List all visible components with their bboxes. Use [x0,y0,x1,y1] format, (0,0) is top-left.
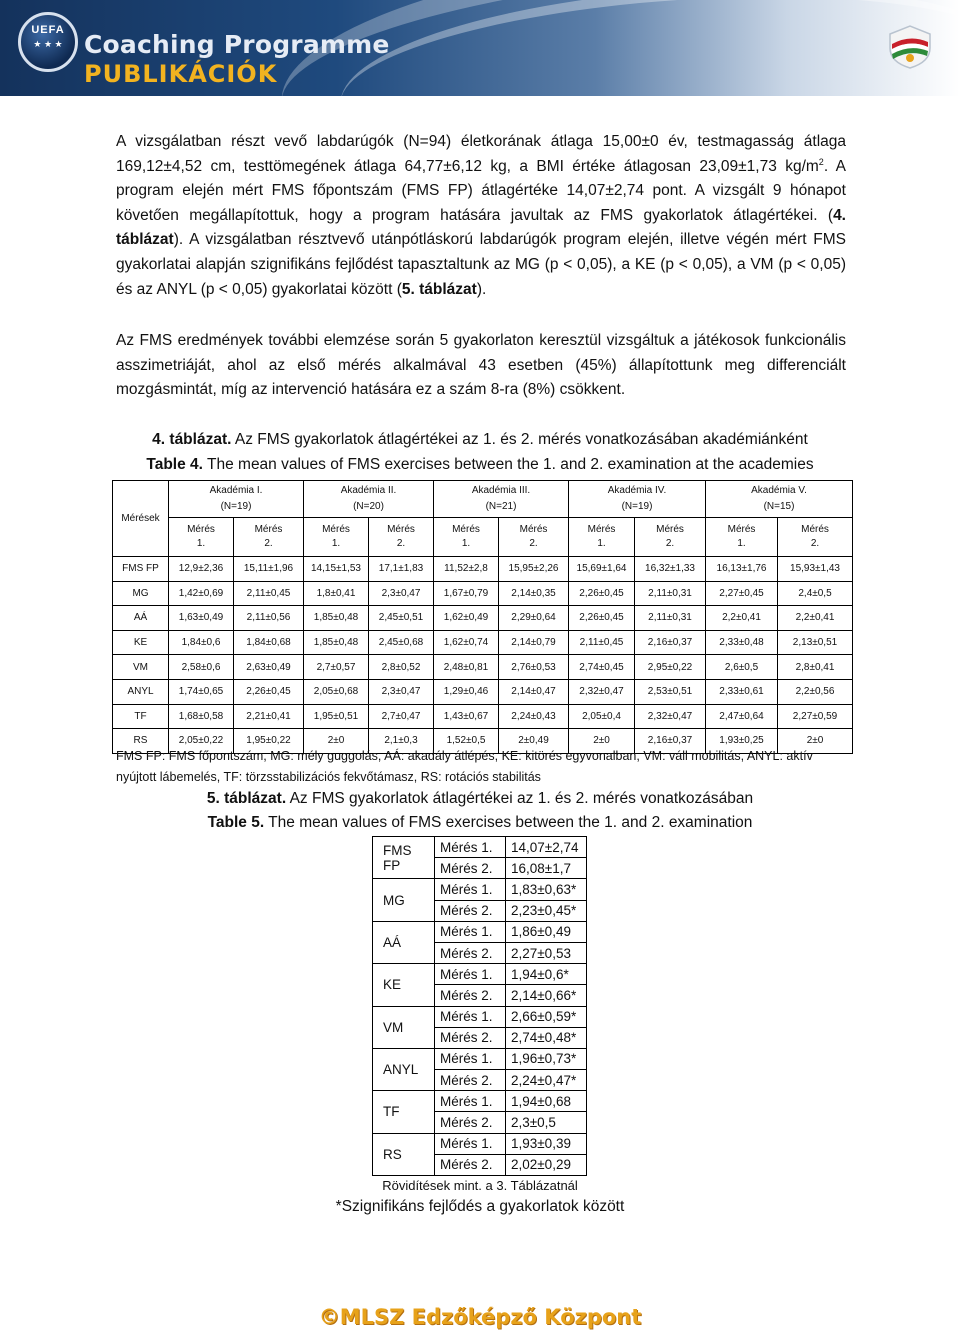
table4-measure-header [569,518,635,557]
table4-cell: 2,7±0,47 [369,704,434,729]
table4-cell: 2,2±0,41 [706,606,778,631]
table4-cell: 2,05±0,68 [304,679,369,704]
footer-copyright: ©MLSZ Edzőképző Központ [318,1305,642,1329]
table4-cell: 14,15±1,53 [304,557,369,582]
academy-n: (N=19) [220,501,252,512]
measure-number: 1. [196,538,206,549]
measure-word: Mérés [387,524,415,535]
table4-measure-header-row [113,518,853,557]
hungarian-emblem-icon [884,20,936,72]
academy-name: Akadémia II. [340,485,397,496]
table4-cell: 2,14±0,35 [499,581,569,606]
table4-measure-header [304,518,369,557]
table4-measure-header [169,518,234,557]
measure-number: 2. [396,538,406,549]
table-reference: 4. táblázat [116,206,846,249]
table4-cell: 1,85±0,48 [304,630,369,655]
significance-note: *Szignifikáns fejlődés a gyakorlatok között [335,1198,625,1215]
table5-value: 1,94±0,68 [506,1091,587,1112]
table-reference: 5. táblázat [401,280,477,298]
table4-cell: 2,16±0,37 [635,630,706,655]
table5-value: 2,14±0,66* [506,985,587,1006]
table5-exercise-label: KE [373,964,435,1006]
measure-number: 1. [461,538,471,549]
measure-number: 1. [737,538,746,549]
table4-row-label: AÁ [113,606,169,631]
table5-measure: Mérés 1. [435,1133,506,1154]
table4-cell: 2,26±0,45 [234,679,304,704]
table4-cell: 2,33±0,61 [706,679,778,704]
table4-cell: 1,95±0,51 [304,704,369,729]
academy-name: Akadémia IV. [607,485,667,496]
table4-cell: 1,62±0,49 [434,606,499,631]
table4-cell: 2±0 [778,729,853,754]
table4-cell: 2,13±0,51 [778,630,853,655]
table5-measure: Mérés 2. [435,858,506,879]
table4-row [113,557,853,582]
table4-cell: 2,05±0,4 [569,704,635,729]
measure-number: 1. [597,538,606,549]
table4-cell: 2,21±0,41 [234,704,304,729]
measure-word: Mérés [727,524,756,535]
table4-cell: 2,74±0,45 [569,655,635,680]
table4-cell: 1,52±0,5 [434,729,499,754]
table4-cell: 2,8±0,52 [369,655,434,680]
table4-cell: 16,32±1,33 [635,557,706,582]
table4-cell: 15,11±1,96 [234,557,304,582]
table5-measure: Mérés 1. [435,1091,506,1112]
table4-academy-header [434,481,569,518]
academy-name: Akadémia III. [471,485,531,496]
table4-row [113,704,853,729]
table4-measure-header [234,518,304,557]
table4-cell: 2,24±0,43 [499,704,569,729]
table5-measure: Mérés 2. [435,1112,506,1133]
body-paragraph-2: Az FMS eredmények további elemzése során 5 gyakorlaton keresztül vizsgáltuk a játékosok funkcionális asszimetriáját, ahol az első mérés alkalmával 43 esetben (45%) állapítottunk meg differenciált mozgásmintát, míg az intervenció hatására ez a szám 8-ra (8%) csökkent. [116,332,846,399]
paragraph-text: . A program elején mért FMS főpontszám (FMS FP) átlagértéke 14,07±2,74 pont. A vizsgált 9 hónapot követően megállapítottuk, hogy a program hatására javultak az FMS gyakorlatok átlagértékei. ( [116,157,846,224]
table5-note: Rövidítések mint. a 3. Táblázatnál [382,1178,578,1193]
table4-cell: 2,4±0,5 [778,581,853,606]
table4-cell: 17,1±1,83 [369,557,434,582]
table4-caption-en [0,453,960,477]
table5-measure: Mérés 1. [435,879,506,900]
table4-cell: 2,27±0,45 [706,581,778,606]
table4-cell: 2,3±0,47 [369,581,434,606]
table4-cell: 2,58±0,6 [169,655,234,680]
table4-academy-header [706,481,853,518]
measure-number: 2. [810,538,820,549]
table4-cell: 2,76±0,53 [499,655,569,680]
table5-caption-hu [0,787,960,811]
table4-cell: 2±0 [569,729,635,754]
table4-cell: 2±0,49 [499,729,569,754]
table4-cell: 1,67±0,79 [434,581,499,606]
caption-label: Table 5. [207,814,265,831]
table5-row [373,1133,587,1154]
table5-value: 16,08±1,7 [506,858,587,879]
measure-word: Mérés [656,524,684,535]
table5-measure: Mérés 2. [435,942,506,963]
table4-footnote: FMS FP: FMS főpontszám, MG: mély guggolás, AÁ: akadály átlépés, KE: kitörés egyvonalban, VM: váll mobilitás, ANYL: aktív nyújtott lábemelés, TF: törzsstabilizációs fekvőtámasz, RS: rotációs stabilitás [116,749,813,784]
table4-cell: 2,05±0,22 [169,729,234,754]
table4-cell: 15,95±2,26 [499,557,569,582]
caption-label: 5. táblázat. [206,790,287,807]
uefa-logo [18,12,78,72]
table4-cell: 1,84±0,68 [234,630,304,655]
table4-cell: 2,7±0,57 [304,655,369,680]
table4-cell: 1,63±0,49 [169,606,234,631]
table4-cell: 2,16±0,37 [635,729,706,754]
table5-measure: Mérés 1. [435,1006,506,1027]
table5-value: 14,07±2,74 [506,837,587,858]
table4-academy-header [569,481,706,518]
academy-n: (N=19) [621,501,653,512]
table4-academy-header [304,481,434,518]
table5-value: 1,83±0,63* [506,879,587,900]
table4 [112,480,853,754]
table5-caption-en [0,811,960,835]
table5-value: 2,3±0,5 [506,1112,587,1133]
table4-cell: 2,32±0,47 [569,679,635,704]
table4-cell: 15,69±1,64 [569,557,635,582]
table4-cell: 11,52±2,8 [434,557,499,582]
table4-cell: 1,8±0,41 [304,581,369,606]
table4-row [113,581,853,606]
measure-word: Mérés [452,524,480,535]
table4-cell: 2,27±0,59 [778,704,853,729]
table4-cell: 1,95±0,22 [234,729,304,754]
table5-value: 2,24±0,47* [506,1070,587,1091]
table4-row [113,630,853,655]
measure-word: Mérés [322,524,350,535]
table4-cell: 2,2±0,56 [778,679,853,704]
table4-cell: 2,2±0,41 [778,606,853,631]
table5-value: 1,93±0,39 [506,1133,587,1154]
body-paragraph-1 [116,130,846,302]
table5-exercise-label: AÁ [373,921,435,963]
table4-cell: 1,29±0,46 [434,679,499,704]
table4-cell: 2,8±0,41 [778,655,853,680]
table4-row-label: RS [113,729,169,754]
table5-measure: Mérés 2. [435,900,506,921]
table4-measure-header [369,518,434,557]
table5-value: 1,96±0,73* [506,1048,587,1069]
table5-measure: Mérés 1. [435,921,506,942]
measure-number: 2. [665,538,675,549]
table5-measure: Mérés 1. [435,1048,506,1069]
table5-value: 2,27±0,53 [506,942,587,963]
table5-value: 2,23±0,45* [506,900,587,921]
table4-cell: 2,32±0,47 [635,704,706,729]
table4-cell: 2,14±0,79 [499,630,569,655]
table5-measure: Mérés 2. [435,985,506,1006]
table4-row-label: MG [113,581,169,606]
table4-row-label: TF [113,704,169,729]
table5-row [373,964,587,985]
table5-exercise-label: MG [373,879,435,921]
table5-measure: Mérés 2. [435,1070,506,1091]
measure-number: 2. [264,538,273,549]
table5-value: 2,02±0,29 [506,1154,587,1175]
table5-exercise-label: FMS FP [373,837,435,879]
table5-row [373,837,587,858]
table4-cell: 2,95±0,22 [635,655,706,680]
academy-name: Akadémia I. [209,485,263,496]
table4-cell: 2,45±0,68 [369,630,434,655]
table5-exercise-label: ANYL [373,1048,435,1090]
table4-cell: 2,53±0,51 [635,679,706,704]
caption-text: Az FMS gyakorlatok átlagértékei az 1. és 2. mérés vonatkozásában [286,790,754,807]
table4-measure-header [706,518,778,557]
caption-text: The mean values of FMS exercises between the 1. and 2. examination at the academies [202,456,814,473]
table5-measure: Mérés 1. [435,837,506,858]
table4-academy-header-row [113,481,853,518]
table4-cell: 2,11±0,31 [635,581,706,606]
table4-cell: 15,93±1,43 [778,557,853,582]
table4-cell: 1,68±0,58 [169,704,234,729]
table4-cell: 2,29±0,64 [499,606,569,631]
table4-cell: 1,74±0,65 [169,679,234,704]
table5-row [373,879,587,900]
table5-exercise-label: VM [373,1006,435,1048]
table5-row [373,1091,587,1112]
table4-cell: 2,3±0,47 [369,679,434,704]
paragraph-text: ). [476,280,487,298]
table5-value: 2,66±0,59* [506,1006,587,1027]
table5-row [373,1048,587,1069]
table4-measure-header [635,518,706,557]
table4-row [113,606,853,631]
table4-cell: 2,63±0,49 [234,655,304,680]
publications-title: PUBLIKÁCIÓK [84,60,278,88]
academy-name: Akadémia V. [751,485,807,496]
measure-number: 1. [331,538,341,549]
table5-value: 2,74±0,48* [506,1027,587,1048]
measure-word: Mérés [801,524,829,535]
table4-cell: 1,85±0,48 [304,606,369,631]
table4-cell: 2,1±0,3 [369,729,434,754]
measure-word: Mérés [519,524,548,535]
measure-number: 2. [529,538,538,549]
caption-text: Az FMS gyakorlatok átlagértékei az 1. és 2. mérés vonatkozásában akadémiánként [231,431,808,448]
table5-exercise-label: RS [373,1133,435,1175]
table4-cell: 2±0 [304,729,369,754]
table4-row-label: ANYL [113,679,169,704]
table5-value: 1,86±0,49 [506,921,587,942]
table4-cell: 16,13±1,76 [706,557,778,582]
table5-value: 1,94±0,6* [506,964,587,985]
table4-cell: 1,43±0,67 [434,704,499,729]
table4-row-header: Mérések [113,481,169,557]
table4-academy-header [169,481,304,518]
paragraph-text: ). A vizsgálatban résztvevő utánpótláskorú labdarúgók program elején, illetve végén mért FMS gyakorlatai alapján szignifikáns fejlődést tapasztaltunk az MG (p < 0,05), a KE (p < 0,05), a VM (p < 0,05) és az ANYL (p < 0,05) gyakorlatai között ( [116,231,846,298]
table5-row [373,1006,587,1027]
superscript: 2 [818,156,824,167]
table4-measure-header [778,518,853,557]
header-banner [0,0,960,96]
table4-cell: 1,62±0,74 [434,630,499,655]
caption-text: The mean values of FMS exercises between the 1. and 2. examination [264,814,753,831]
table4-cell: 2,26±0,45 [569,581,635,606]
table4-cell: 2,11±0,31 [635,606,706,631]
table4-row-label: KE [113,630,169,655]
uefa-logo-text: UEFA [31,24,65,36]
uefa-logo-stars: ★ ★ ★ [33,39,63,49]
academy-n: (N=21) [485,501,517,512]
table4-cell: 2,11±0,45 [234,581,304,606]
table5 [372,836,587,1176]
caption-label: 4. táblázat. [152,431,232,448]
table4-measure-header [434,518,499,557]
table4-caption-hu [0,428,960,452]
table4-cell: 12,9±2,36 [169,557,234,582]
table4-cell: 2,11±0,45 [569,630,635,655]
table4-cell: 2,11±0,56 [234,606,304,631]
table4-row-label: FMS FP [113,557,169,582]
measure-word: Mérés [187,524,215,535]
table4-cell: 1,42±0,69 [169,581,234,606]
table5-measure: Mérés 1. [435,964,506,985]
table4-cell: 2,6±0,5 [706,655,778,680]
table4-cell: 2,47±0,64 [706,704,778,729]
table4-row-label: VM [113,655,169,680]
table4-cell: 2,48±0,81 [434,655,499,680]
academy-n: (N=15) [763,501,795,512]
table5-row [373,921,587,942]
measure-word: Mérés [587,524,616,535]
table4-cell: 2,33±0,48 [706,630,778,655]
table4-cell: 2,26±0,45 [569,606,635,631]
table4-cell: 1,84±0,6 [169,630,234,655]
paragraph-text: A vizsgálatban részt vevő labdarúgók (N=94) életkorának átlaga 15,00±0 év, testmagasság átlaga 169,12±4,52 cm, testtömegének átlaga 64,77±6,12 kg, a BMI értéke átlagosan 23,09±1,73 kg/m [116,133,846,175]
table5-exercise-label: TF [373,1091,435,1133]
table4-measure-header [499,518,569,557]
table4-row [113,655,853,680]
academy-n: (N=20) [353,501,384,512]
table4-cell: 2,45±0,51 [369,606,434,631]
table4-cell: 2,14±0,47 [499,679,569,704]
measure-word: Mérés [254,524,283,535]
programme-title: Coaching Programme [84,30,390,59]
table4-row [113,679,853,704]
table5-measure: Mérés 2. [435,1027,506,1048]
table5-measure: Mérés 2. [435,1154,506,1175]
caption-label: Table 4. [146,456,203,473]
table4-cell: 1,93±0,25 [706,729,778,754]
